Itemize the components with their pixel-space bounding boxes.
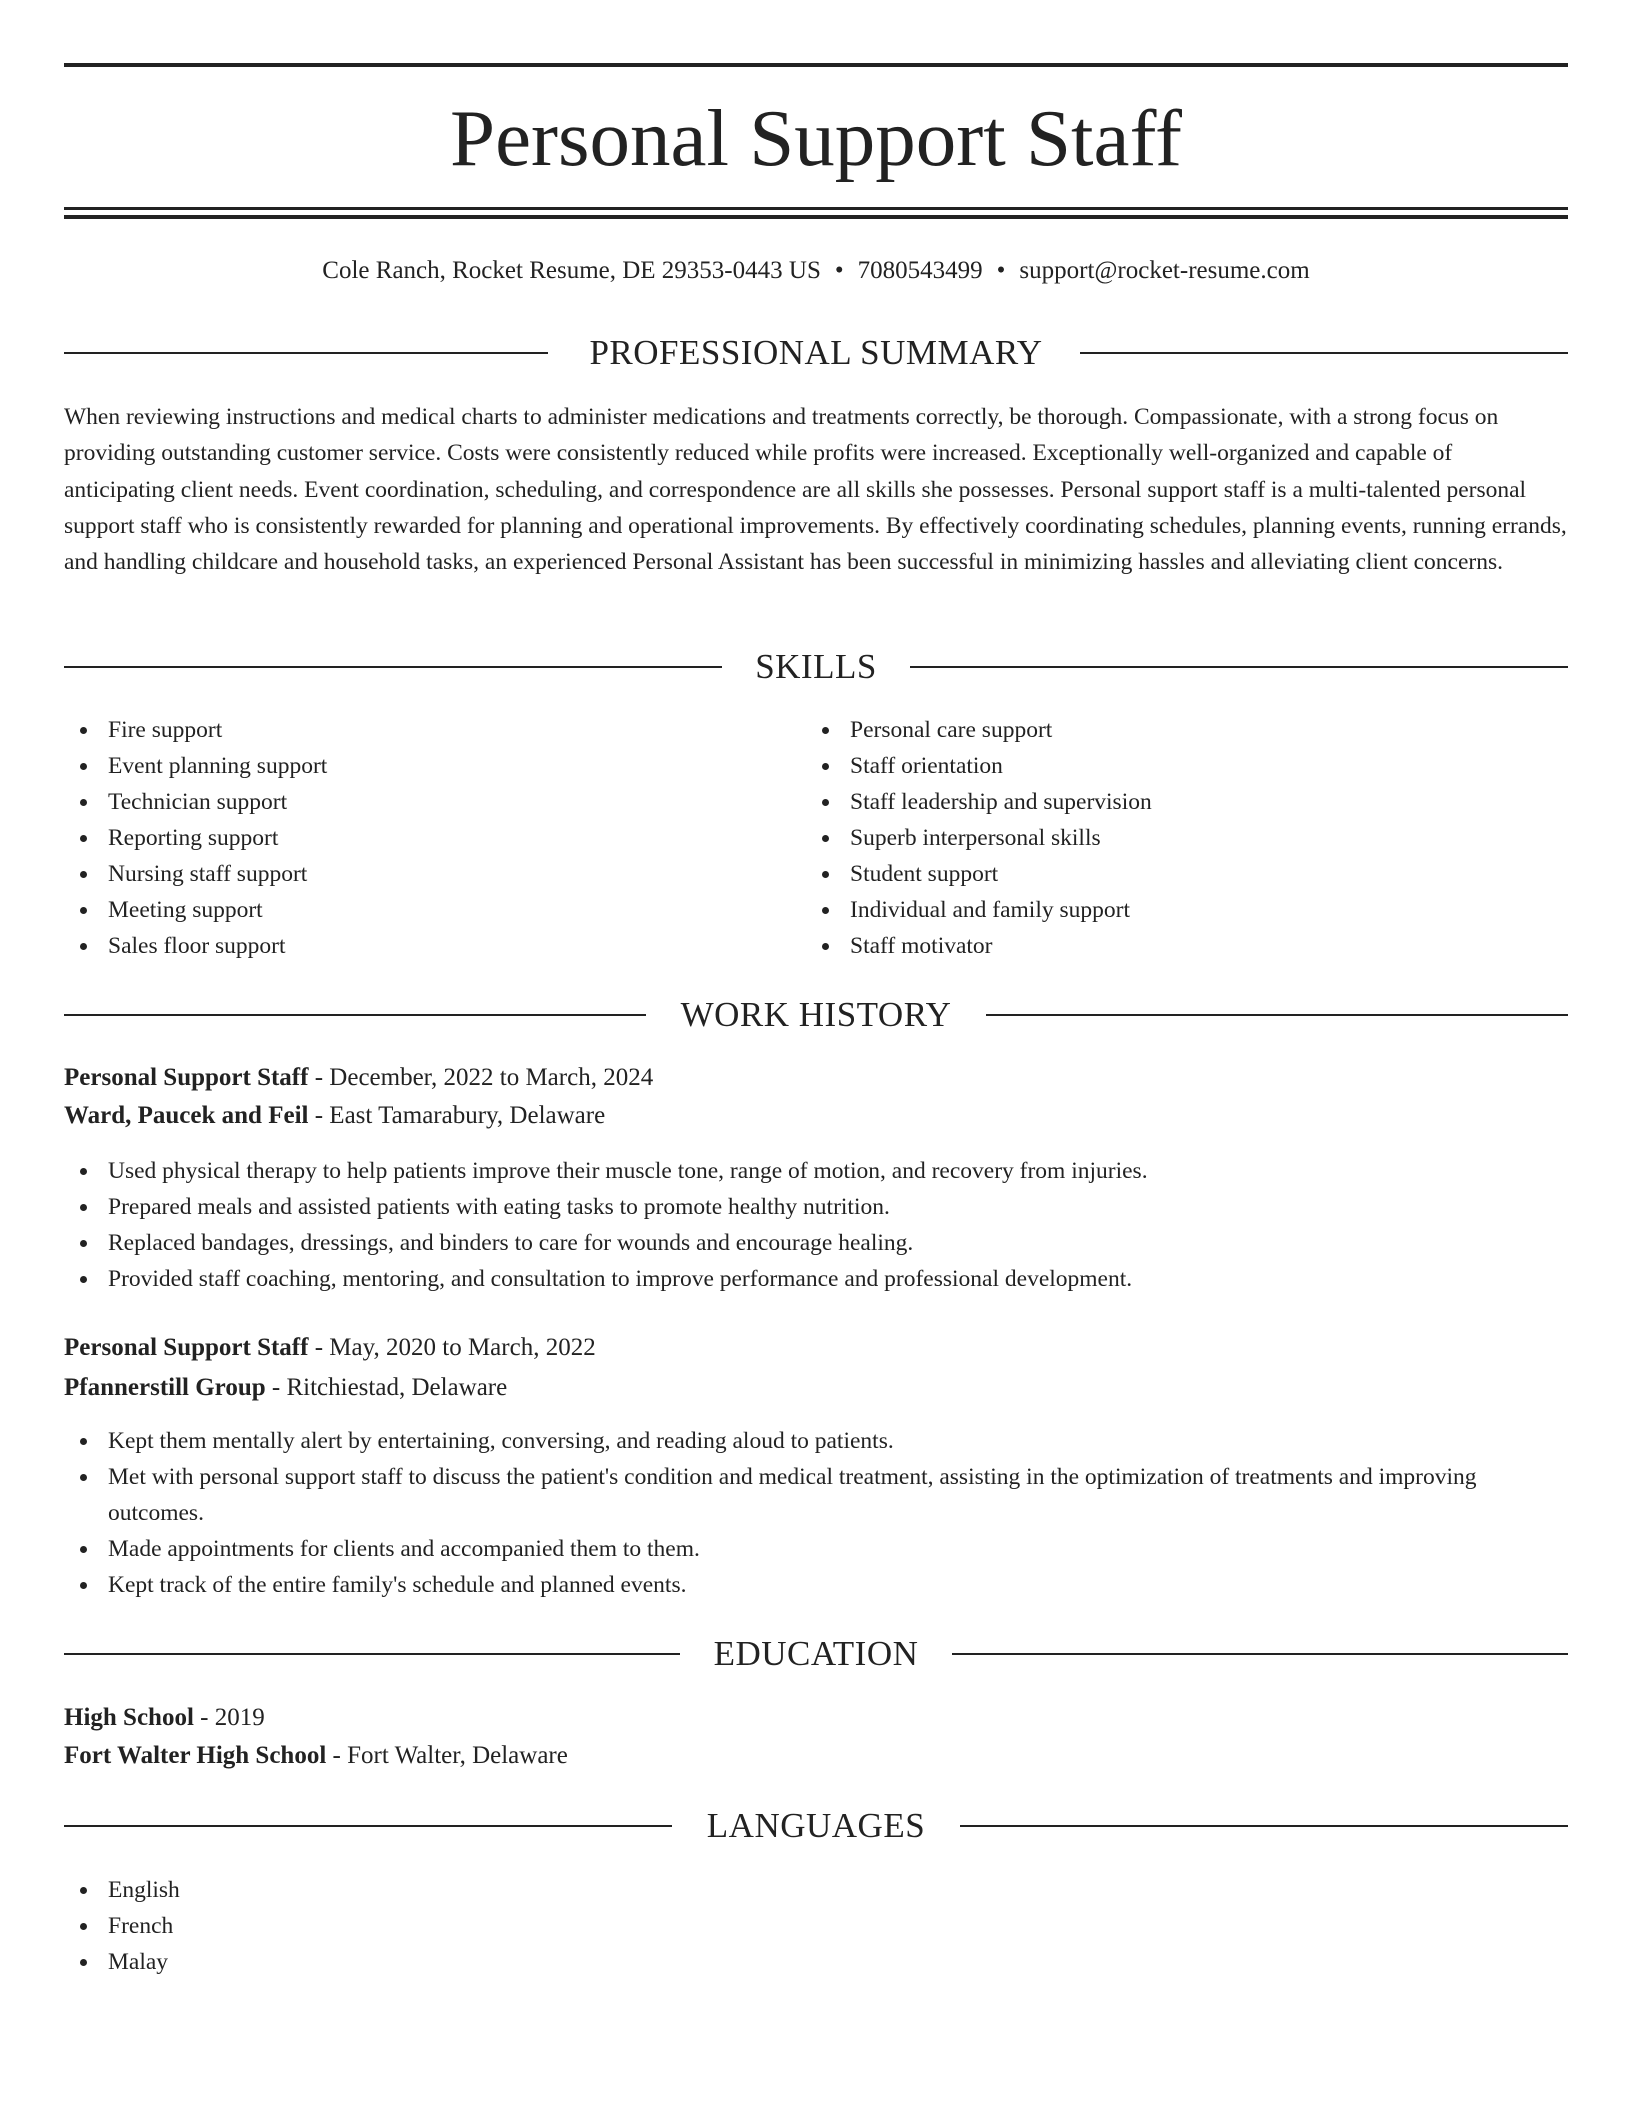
- skill-item: Reporting support: [64, 820, 764, 856]
- section-header-languages: [64, 1804, 1568, 1848]
- job-duty: Made appointments for clients and accompanied them to them.: [64, 1531, 1568, 1567]
- education-degree: High School: [64, 1704, 194, 1731]
- education-degree-line: [64, 1701, 1568, 1735]
- skill-item: Technician support: [64, 784, 764, 820]
- section-title: SKILLS: [755, 647, 877, 686]
- education-school: Fort Walter High School: [64, 1742, 327, 1769]
- job-location: - Ritchiestad, Delaware: [265, 1374, 508, 1401]
- skill-item: Staff leadership and supervision: [806, 784, 1506, 820]
- job-company-line: [64, 1099, 1568, 1133]
- skill-item: Meeting support: [64, 892, 764, 928]
- contact-line: [64, 254, 1568, 288]
- job-dates: - May, 2020 to March, 2022: [308, 1334, 596, 1361]
- contact-separator: •: [834, 257, 844, 284]
- job-dates: - December, 2022 to March, 2024: [308, 1064, 654, 1091]
- language-item: French: [64, 1908, 664, 1944]
- skill-item: Nursing staff support: [64, 856, 764, 892]
- skill-item: Event planning support: [64, 748, 764, 784]
- section-rule: [910, 666, 1568, 668]
- language-item: Malay: [64, 1944, 664, 1980]
- skill-item: Staff orientation: [806, 748, 1506, 784]
- section-title: LANGUAGES: [706, 1806, 926, 1845]
- summary-text: When reviewing instructions and medical charts to administer medications and treatments correctly, be thorough. Compassionate, with a strong focus on providing outstanding customer service. Costs were consistently reduced while profits were increased. Exceptionally well-organized and capable of anticipating client needs. Event coordination, scheduling, and correspondence are all skills she possesses. Personal support staff is a multi-talented personal support staff who is consistently rewarded for planning and operational improvements. By effectively coordinating schedules, planning events, running errands, and handling childcare and household tasks, an experienced Personal Assistant has been successful in minimizing hassles and alleviating client concerns.: [64, 404, 1567, 576]
- section-header-work: [64, 993, 1568, 1037]
- resume-title: Personal Support Staff: [450, 93, 1182, 183]
- header-top-rule: [64, 63, 1568, 67]
- skills-list-right: [806, 712, 1506, 964]
- header-double-rule: [64, 215, 1568, 219]
- job-title: Personal Support Staff: [64, 1064, 309, 1091]
- job-duty: Prepared meals and assisted patients with eating tasks to promote healthy nutrition.: [64, 1189, 1568, 1225]
- section-title: EDUCATION: [713, 1634, 919, 1673]
- contact-address: Cole Ranch, Rocket Resume, DE 29353-0443 US: [322, 257, 821, 284]
- skill-item: Individual and family support: [806, 892, 1506, 928]
- education-school-line: [64, 1739, 1568, 1773]
- skill-item: Student support: [806, 856, 1506, 892]
- section-header-summary: [64, 331, 1568, 375]
- section-rule: [1080, 352, 1568, 354]
- job-duty: Provided staff coaching, mentoring, and consultation to improve performance and professional development.: [64, 1261, 1568, 1297]
- job-duty: Kept track of the entire family's schedule and planned events.: [64, 1567, 1568, 1603]
- job-duty: Met with personal support staff to discuss the patient's condition and medical treatment, assisting in the optimization of treatments and improving outcomes.: [64, 1459, 1568, 1531]
- job-title-line: [64, 1061, 1568, 1095]
- job-duty: Kept them mentally alert by entertaining, conversing, and reading aloud to patients.: [64, 1423, 1568, 1459]
- section-header-skills: [64, 645, 1568, 689]
- section-rule: [952, 1653, 1568, 1655]
- job-company-line: [64, 1371, 1568, 1405]
- skill-item: Fire support: [64, 712, 764, 748]
- section-header-education: [64, 1632, 1568, 1676]
- education-location: - Fort Walter, Delaware: [326, 1742, 568, 1769]
- job-duty: Used physical therapy to help patients improve their muscle tone, range of motion, and recovery from injuries.: [64, 1153, 1568, 1189]
- language-item: English: [64, 1872, 664, 1908]
- skill-item: Staff motivator: [806, 928, 1506, 964]
- skills-list-left: [64, 712, 764, 964]
- job-duties-list: [64, 1153, 1568, 1297]
- skill-item: Personal care support: [806, 712, 1506, 748]
- job-duty: Replaced bandages, dressings, and binders to care for wounds and encourage healing.: [64, 1225, 1568, 1261]
- job-location: - East Tamarabury, Delaware: [308, 1102, 606, 1129]
- section-rule: [986, 1014, 1568, 1016]
- job-company: Ward, Paucek and Feil: [64, 1102, 309, 1129]
- section-title: PROFESSIONAL SUMMARY: [589, 333, 1043, 372]
- section-rule: [960, 1825, 1568, 1827]
- section-title: WORK HISTORY: [680, 995, 952, 1034]
- contact-email: support@rocket-resume.com: [1019, 257, 1310, 284]
- languages-list: [64, 1872, 664, 1980]
- job-company: Pfannerstill Group: [64, 1374, 266, 1401]
- education-year: - 2019: [193, 1704, 265, 1731]
- header-double-rule: [64, 207, 1568, 210]
- job-title-line: [64, 1331, 1568, 1365]
- contact-separator: •: [996, 257, 1006, 284]
- job-duties-list: [64, 1423, 1568, 1603]
- skill-item: Sales floor support: [64, 928, 764, 964]
- contact-phone: 7080543499: [857, 257, 983, 284]
- job-title: Personal Support Staff: [64, 1334, 309, 1361]
- skill-item: Superb interpersonal skills: [806, 820, 1506, 856]
